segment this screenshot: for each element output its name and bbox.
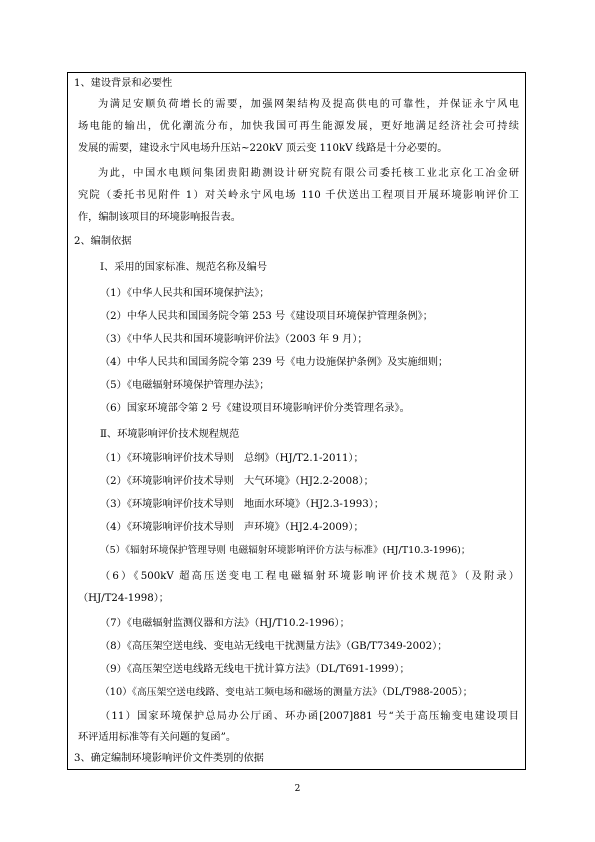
list-item: （5）《电磁辐射环境保护管理办法》； bbox=[100, 380, 270, 391]
page-number: 2 bbox=[294, 784, 301, 794]
list-item: （4）《环境影响评价技术导则 声环境》（HJ2.4-2009）； bbox=[100, 522, 364, 533]
list-item: （4）中华人民共和国国务院令第 239 号《电力设施保护条例》及实施细则； bbox=[100, 357, 449, 368]
list-item: （2）中华人民共和国国务院令第 253 号《建设项目环境保护管理条例》； bbox=[100, 311, 433, 322]
list-item: （7）《电磁辐射监测仪器和方法》（HJ/T10.2-1996）； bbox=[100, 618, 350, 629]
list-item: （11）国家环境保护总局办公厅函、环办函[2007]881 号“关于高压输变电建设项目 bbox=[100, 711, 519, 722]
list-item: （6）国家环境部令第 2 号《建设项目环境影响评价分类管理名录》。 bbox=[100, 403, 410, 414]
list-item: （8）《高压架空送电线、变电站无线电干扰测量方法》（GB/T7349-2002）； bbox=[100, 641, 448, 652]
section-heading: 3、确定编制环境影响评价文件类别的依据 bbox=[74, 753, 264, 764]
list-item: （2）《环境影响评价技术导则 大气环境》（HJ2.2-2008）； bbox=[100, 476, 374, 487]
list-item: （10）《高压架空送电线路、变电站工频电场和磁场的测量方法》（DL/T988-2005）； bbox=[100, 687, 473, 698]
section-heading: 2、编制依据 bbox=[74, 236, 132, 247]
paragraph-line: 为满足安顺负荷增长的需要，加强网架结构及提高供电的可靠性，并保证永宁风电 bbox=[98, 99, 519, 110]
subsection-heading: Ⅰ、采用的国家标准、规范名称及编号 bbox=[100, 262, 268, 273]
list-item-continuation: （HJ/T24-1998）； bbox=[78, 593, 169, 604]
section-heading: 1、建设背景和必要性 bbox=[74, 78, 173, 89]
list-item: （6）《500kV 超高压送变电工程电磁辐射环境影响评价技术规范》（及附录） bbox=[100, 571, 519, 582]
list-item: （3）《中华人民共和国环境影响评价法》（2003 年 9 月）； bbox=[100, 334, 368, 345]
paragraph-line: 作，编制该项目的环境影响报告表。 bbox=[78, 212, 241, 223]
paragraph-line: 究院（委托书见附件 1）对关岭永宁风电场 110 千伏送出工程项目开展环境影响评价工 bbox=[78, 190, 519, 201]
list-item: （3）《环境影响评价技术导则 地面水环境》（HJ2.3-1993）； bbox=[100, 499, 385, 510]
list-item: （5）《辐射环境保护管理导则 电磁辐射环境影响评价方法与标准》(HJ/T10.3-1996)； bbox=[100, 545, 471, 556]
list-item: （1）《环境影响评价技术导则 总纲》（HJ/T2.1-2011）； bbox=[100, 453, 364, 464]
paragraph-line: 为此，中国水电顾问集团贵阳勘测设计研究院有限公司委托核工业北京化工冶金研 bbox=[98, 168, 519, 179]
list-item: （9）《高压架空送电线路无线电干扰计算方法》（DL/T691-1999）； bbox=[100, 664, 410, 675]
paragraph-line: 发展的需要，建设永宁风电场升压站~220kV 顶云变 110kV 线路是十分必要的。 bbox=[78, 143, 448, 154]
subsection-heading: Ⅱ、环境影响评价技术规程规范 bbox=[100, 429, 240, 440]
list-item: （1）《中华人民共和国环境保护法》； bbox=[100, 288, 270, 299]
list-item-continuation: 环评适用标准等有关问题的复函”。 bbox=[78, 732, 237, 743]
paragraph-line: 场电能的输出，优化潮流分布，加快我国可再生能源发展，更好地满足经济社会可持续 bbox=[78, 121, 519, 132]
